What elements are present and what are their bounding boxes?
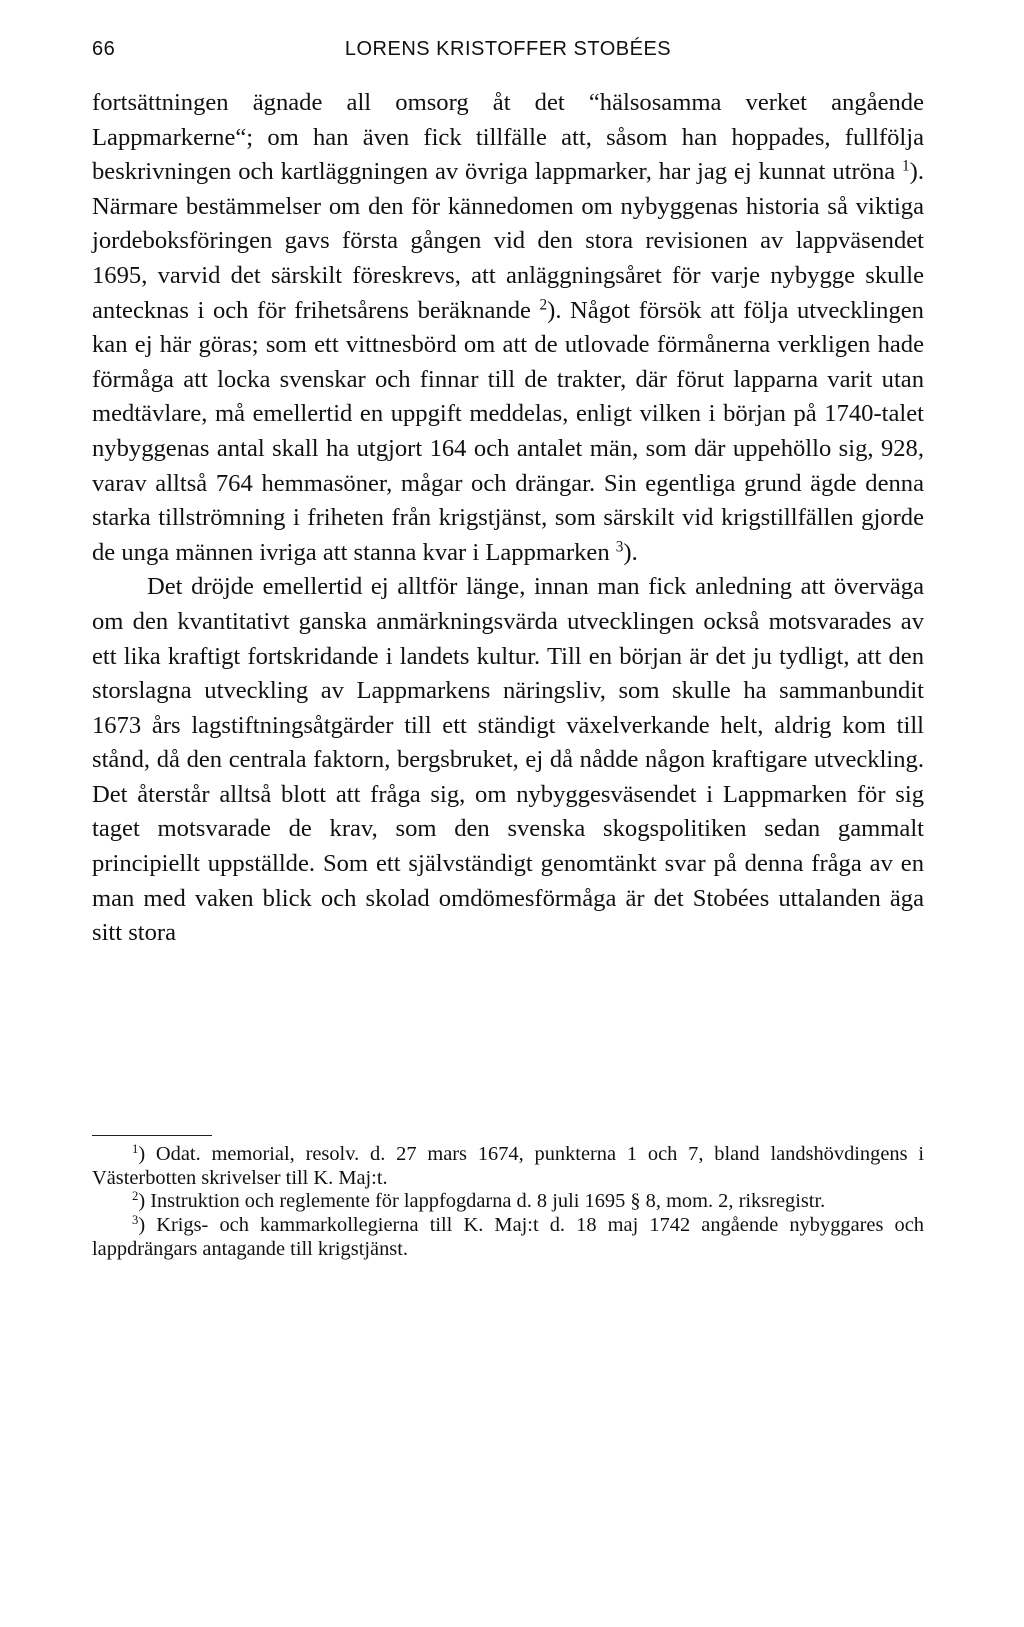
footnote-reference-2: 2 <box>539 296 548 314</box>
body-text <box>92 86 924 951</box>
footnote-reference-1: 1 <box>902 157 910 175</box>
footnote-1-marker: 1 <box>132 1142 139 1157</box>
footnote-3-text: ) Krigs- och kammarkollegierna till K. Maj:t d. 18 maj 1742 angående nybyggares och lappdrängars antagande till krigstjänst. <box>92 1214 924 1260</box>
footnote-1 <box>92 1143 924 1190</box>
footnote-1-text: ) Odat. memorial, resolv. d. 27 mars 1674, punkterna 1 och 7, bland landshövdingens i Västerbotten skrivelser till K. Maj:t. <box>92 1143 924 1189</box>
footnote-reference-3: 3 <box>615 538 624 556</box>
footnote-2-text: ) Instruktion och reglemente för lappfogdarna d. 8 juli 1695 § 8, mom. 2, riksregistr. <box>138 1190 826 1213</box>
paragraph-1-part-3: ). Något försök att följa utvecklingen kan ej här göras; som ett vittnesbörd om att de utlovade förmånerna verkligen hade förmåga att locka svenskar och finnar till de trakter, där förut lapparna varit utan medtävlare, må emellertid en uppgift meddelas, enligt vilken i början på 1740-talet nybyggenas antal skall ha utgjort 164 och antalet män, som där uppehöllo sig, 928, varav alltså 764 hemmasöner, mågar och drängar. Sin egentliga grund ägde denna starka tillströmning i friheten från krigstjänst, som särskilt vid krigstillfällen gjorde de unga männen ivriga att stanna kvar i Lappmarken <box>92 296 924 566</box>
footnote-divider <box>92 1135 212 1136</box>
paragraph-1-part-4: ). <box>623 538 638 566</box>
running-head: LORENS KRISTOFFER STOBÉES <box>344 38 672 60</box>
page-header <box>92 38 924 64</box>
footnotes <box>92 1143 924 1262</box>
paragraph-1-part-2: ). Närmare bestämmelser om den för kännedomen om nybyggenas historia så viktiga jordeboksföringen gavs första gången vid den stora revisionen av lappväsendet 1695, varvid det särskilt föreskrevs, att anläggningsåret för varje nybygge skulle antecknas i och för frihetsårens beräknande <box>92 158 924 324</box>
footnote-2 <box>92 1190 924 1214</box>
page-number: 66 <box>92 38 116 60</box>
paragraph-1 <box>92 86 924 570</box>
paragraph-2: Det dröjde emellertid ej alltför länge, innan man fick anledning att överväga om den kvantitativt ganska anmärkningsvärda utvecklingen också motsvarades av ett lika kraftigt fortskridande i landets kultur. Till en början är det ju tydligt, att den storslagna utveckling av Lappmarkens näringsliv, som skulle ha sammanbundit 1673 års lagstiftningsåtgärder till ett ständigt växelverkande helt, aldrig kom till stånd, då den centrala faktorn, bergsbruket, ej då nådde någon kraftigare utveckling. Det återstår alltså blott att fråga sig, om nybyggesväsendet i Lappmarken för sig taget motsvarade de krav, som den svenska skogspolitiken sedan gammalt principiellt uppställde. Som ett självständigt genomtänkt svar på denna fråga av en man med vaken blick och skolad omdömesförmåga är det Stobées uttalanden äga sitt stora <box>92 573 924 947</box>
paragraph-1-part-1: fortsättningen ägnade all omsorg åt det “hälsosamma verket angående Lappmarkerne“; om han även fick tillfälle att, såsom han hoppades, fullfölja beskrivningen och kartläggningen av övriga lappmarker, har jag ej kunnat utröna <box>92 89 924 186</box>
footnote-3-marker: 3 <box>132 1213 139 1228</box>
footnote-2-marker: 2 <box>132 1189 139 1204</box>
footnote-3 <box>92 1214 924 1261</box>
